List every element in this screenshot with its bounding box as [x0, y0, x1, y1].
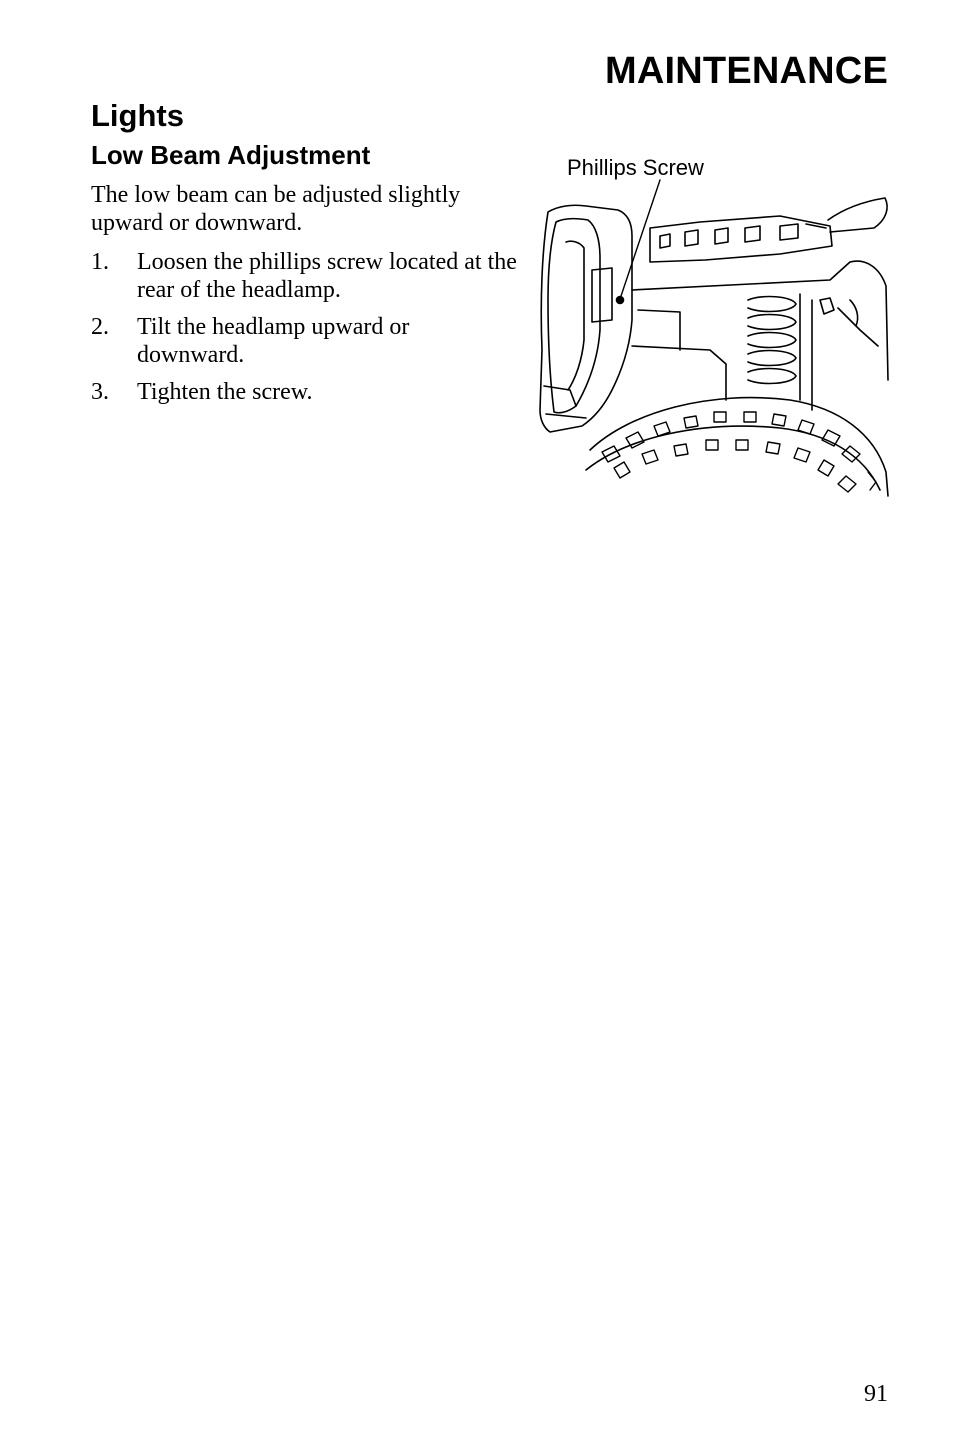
headlamp-illustration — [530, 150, 894, 502]
step-text: Loosen the phillips screw located at the rear of the headlamp. — [137, 249, 517, 303]
step-number: 3. — [91, 379, 109, 405]
rear-curve — [828, 198, 887, 232]
step-item — [91, 248, 521, 304]
step-number: 2. — [91, 314, 109, 340]
step-item — [91, 378, 521, 406]
step-text: Tighten the screw. — [137, 379, 313, 405]
steps-list — [91, 248, 521, 415]
headlamp-line-drawing — [530, 150, 894, 502]
headlamp-bracket — [592, 268, 612, 322]
intro-paragraph: The low beam can be adjusted slightly upward or downward. — [91, 182, 461, 236]
step-number: 1. — [91, 249, 109, 275]
suspension-spring — [748, 294, 812, 410]
chapter-title: MAINTENANCE — [605, 50, 888, 92]
callout-leader-line — [621, 180, 660, 296]
upper-panel — [650, 216, 832, 262]
subsection-title: Low Beam Adjustment — [91, 140, 371, 170]
step-item — [91, 313, 521, 369]
headlamp-housing — [540, 205, 632, 432]
tire-tread — [602, 412, 876, 492]
phillips-screw-marker — [617, 297, 624, 304]
step-text: Tilt the headlamp upward or downward. — [137, 314, 410, 368]
section-title: Lights — [91, 98, 184, 133]
page-number: 91 — [864, 1381, 888, 1407]
phillips-screw-callout: Phillips Screw — [567, 155, 704, 180]
